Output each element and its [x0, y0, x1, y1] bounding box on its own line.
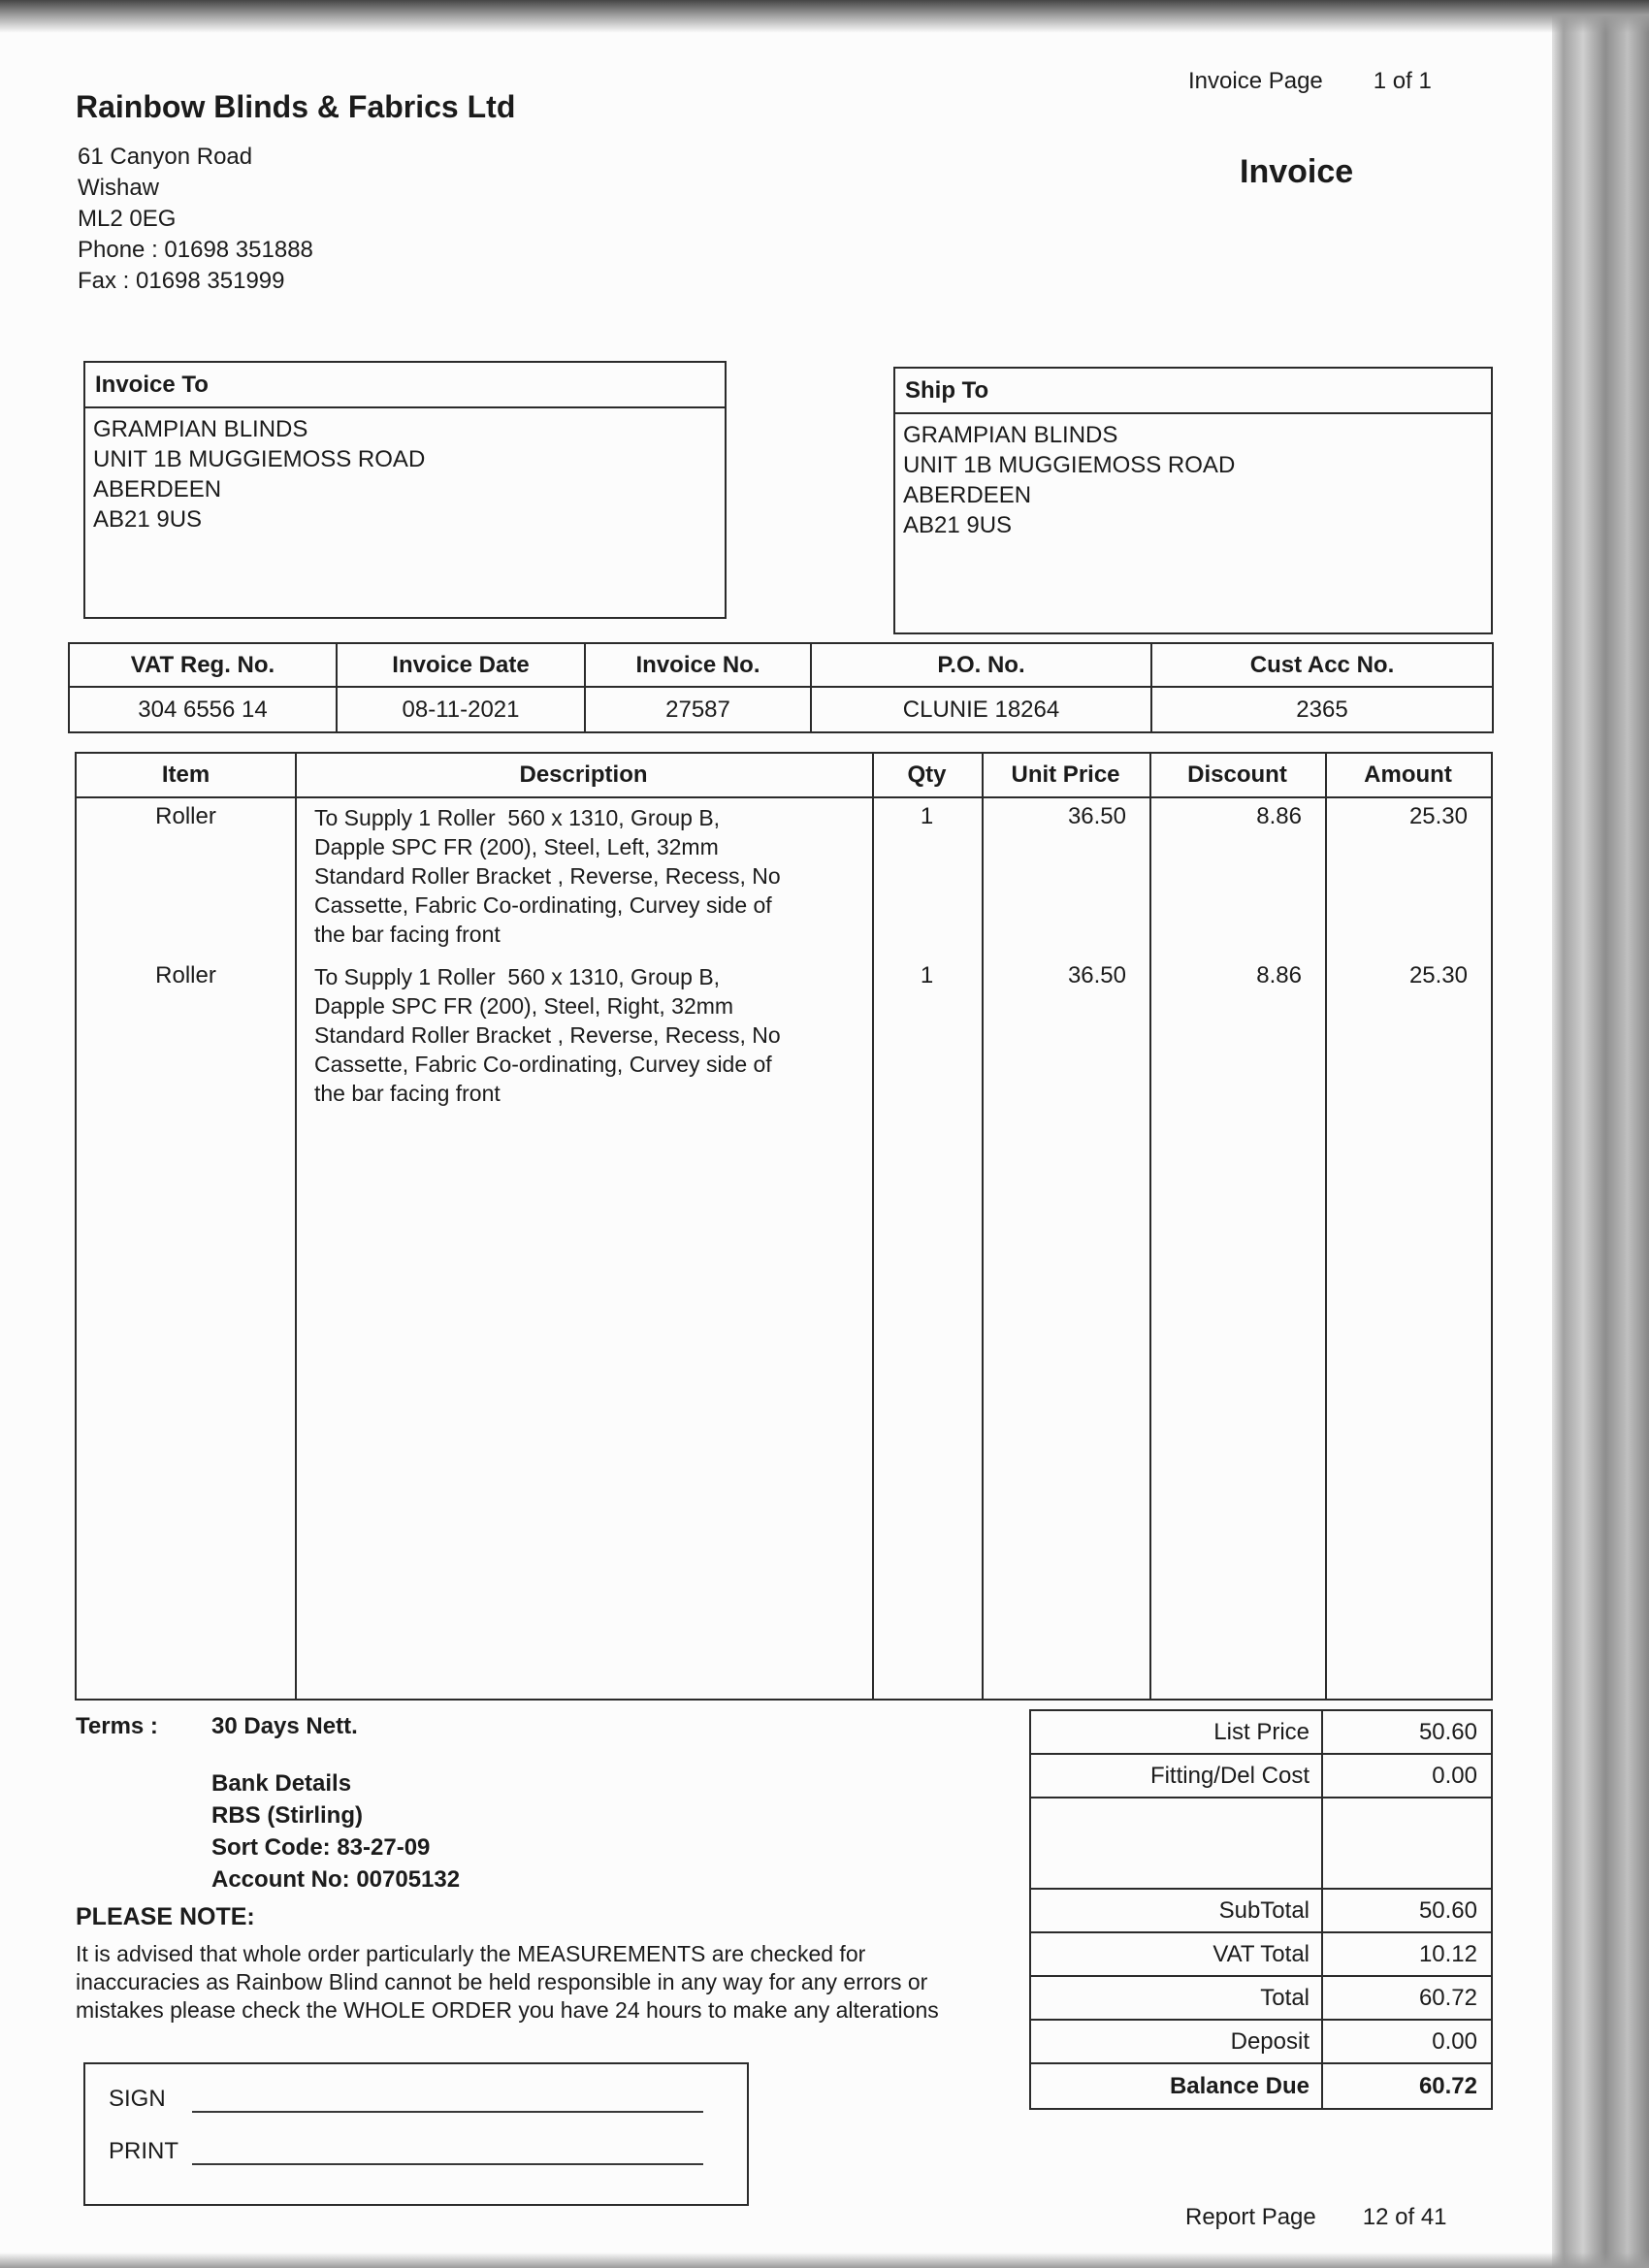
item-cell-unit-price: 36.50 [1067, 803, 1126, 829]
sign-label: SIGN [109, 2086, 166, 2112]
note-line: inaccuracies as Rainbow Blind cannot be held responsible in any way for any errors or [76, 1969, 928, 1994]
sign-line [192, 2111, 703, 2113]
company-phone: Phone : 01698 351888 [78, 237, 313, 263]
items-header-amount: Amount [1364, 761, 1452, 788]
fitting-del-cost-value: 0.00 [1432, 1762, 1477, 1789]
company-address [78, 142, 313, 297]
item-cell-qty: 1 [920, 803, 934, 829]
totals-divider [1321, 1711, 1323, 2108]
totals-row-total [1031, 1977, 1491, 2021]
total-value: 60.72 [1418, 1984, 1477, 2011]
invoice-to-box [83, 361, 727, 619]
meta-header-po-no: P.O. No. [812, 644, 1152, 688]
item-cell-description [295, 803, 872, 949]
total-label: Total [1260, 1984, 1310, 2011]
items-header-qty: Qty [907, 761, 947, 788]
description-line: Dapple SPC FR (200), Steel, Left, 32mm [314, 834, 719, 859]
description-line: Dapple SPC FR (200), Steel, Right, 32mm [314, 993, 734, 1019]
items-header-discount: Discount [1187, 761, 1287, 788]
item-cell-discount: 8.86 [1256, 962, 1302, 988]
invoice-page-value: 1 of 1 [1373, 68, 1432, 94]
description-line: the bar facing front [314, 1081, 501, 1106]
items-header-item: Item [161, 761, 210, 788]
subtotal-value: 50.60 [1418, 1896, 1477, 1924]
deposit-value: 0.00 [1432, 2027, 1477, 2055]
items-header-unit-price: Unit Price [1011, 761, 1120, 788]
description-line: To Supply 1 Roller 560 x 1310, Group B, [314, 964, 721, 989]
fitting-del-cost-label: Fitting/Del Cost [1149, 1762, 1310, 1789]
invoice-page-label: Invoice Page [1188, 68, 1323, 94]
report-page-label: Report Page [1185, 2204, 1316, 2230]
line-items-header [77, 754, 1491, 798]
line-items-table [75, 752, 1493, 1701]
ship-to-address [895, 414, 1491, 540]
table-row [77, 962, 1491, 1108]
description-line: To Supply 1 Roller 560 x 1310, Group B, [314, 805, 721, 830]
bank-details-heading: Bank Details [211, 1770, 352, 1797]
totals-row-subtotal [1031, 1890, 1491, 1933]
bank-sort-code: Sort Code: 83-27-09 [211, 1834, 431, 1861]
invoice-meta-table [68, 642, 1494, 733]
meta-value-cust-acc-no: 2365 [1296, 696, 1348, 723]
item-cell-discount: 8.86 [1256, 803, 1302, 829]
scanner-edge-bottom-shadow [0, 2252, 1649, 2268]
company-address-line: Wishaw [78, 175, 160, 201]
terms-value: 30 Days Nett. [211, 1713, 358, 1739]
company-address-line: 61 Canyon Road [78, 144, 253, 170]
totals-row-deposit [1031, 2021, 1491, 2064]
meta-value-po-no: CLUNIE 18264 [812, 688, 1152, 731]
please-note-heading: PLEASE NOTE: [76, 1903, 255, 1930]
invoice-title: Invoice [1240, 153, 1354, 190]
bank-details [211, 1767, 460, 1895]
bank-account-no: Account No: 00705132 [211, 1866, 461, 1893]
subtotal-label: SubTotal [1218, 1896, 1310, 1924]
report-page-indicator [1185, 2204, 1447, 2231]
description-line: the bar facing front [314, 922, 501, 947]
meta-value-invoice-no: 27587 [586, 688, 812, 731]
invoice-page-indicator [1188, 68, 1432, 95]
item-cell-description [295, 962, 872, 1108]
scanner-edge-right-shadow [1552, 0, 1649, 2268]
item-cell-amount: 25.30 [1408, 962, 1468, 988]
sign-row [109, 2078, 747, 2113]
print-row [109, 2130, 747, 2165]
print-label: PRINT [109, 2138, 178, 2164]
ship-to-line: GRAMPIAN BLINDS [903, 422, 1118, 448]
meta-header-invoice-date: Invoice Date [338, 644, 586, 688]
item-cell-item: Roller [155, 803, 216, 829]
vat-total-value: 10.12 [1418, 1940, 1477, 1967]
ship-to-label: Ship To [895, 369, 1491, 414]
signature-box [83, 2062, 749, 2206]
invoice-to-label: Invoice To [85, 363, 725, 408]
totals-row-list-price [1031, 1711, 1491, 1755]
terms-label: Terms : [76, 1713, 158, 1739]
invoice-to-line: GRAMPIAN BLINDS [93, 416, 308, 442]
report-page-value: 12 of 41 [1362, 2204, 1447, 2230]
company-fax: Fax : 01698 351999 [78, 268, 285, 294]
totals-row-vat-total [1031, 1933, 1491, 1977]
meta-header-cust-acc-no: Cust Acc No. [1152, 644, 1492, 688]
invoice-to-line: AB21 9US [93, 506, 203, 533]
invoice-to-line: ABERDEEN [93, 476, 222, 502]
description-line: Standard Roller Bracket , Reverse, Recess, No [314, 1022, 781, 1048]
please-note-body [76, 1940, 939, 2025]
note-line: mistakes please check the WHOLE ORDER you have 24 hours to make any alterations [76, 1997, 939, 2023]
totals-row-fitting-del-cost [1031, 1755, 1491, 1798]
print-line [192, 2163, 703, 2165]
description-line: Cassette, Fabric Co-ordinating, Curvey side of [314, 1052, 772, 1077]
ship-to-line: UNIT 1B MUGGIEMOSS ROAD [903, 452, 1236, 478]
ship-to-line: AB21 9US [903, 512, 1013, 538]
meta-header-vat-reg-no: VAT Reg. No. [70, 644, 338, 688]
invoice-to-line: UNIT 1B MUGGIEMOSS ROAD [93, 446, 426, 472]
item-cell-amount: 25.30 [1408, 803, 1468, 829]
balance-due-value: 60.72 [1418, 2072, 1477, 2099]
table-row [77, 803, 1491, 949]
scanner-edge-top-shadow [0, 0, 1649, 33]
meta-header-invoice-no: Invoice No. [586, 644, 812, 688]
list-price-label: List Price [1213, 1718, 1310, 1745]
ship-to-line: ABERDEEN [903, 482, 1032, 508]
description-line: Standard Roller Bracket , Reverse, Recess, No [314, 863, 781, 889]
totals-spacer [1031, 1798, 1491, 1890]
note-line: It is advised that whole order particularly the MEASUREMENTS are checked for [76, 1941, 866, 1966]
list-price-value: 50.60 [1418, 1718, 1477, 1745]
item-cell-unit-price: 36.50 [1067, 962, 1126, 988]
items-header-description: Description [519, 761, 648, 788]
description-line: Cassette, Fabric Co-ordinating, Curvey side of [314, 892, 772, 918]
item-cell-qty: 1 [920, 962, 934, 988]
totals-box [1029, 1709, 1493, 2110]
meta-value-invoice-date: 08-11-2021 [338, 688, 586, 731]
ship-to-box [893, 367, 1493, 634]
totals-row-balance-due [1031, 2064, 1491, 2108]
meta-value-vat-reg-no: 304 6556 14 [70, 688, 338, 731]
item-cell-item: Roller [155, 962, 216, 988]
line-items-body [77, 800, 1491, 1121]
invoice-to-address [85, 408, 725, 535]
company-name: Rainbow Blinds & Fabrics Ltd [76, 89, 516, 124]
vat-total-label: VAT Total [1212, 1940, 1310, 1967]
deposit-label: Deposit [1230, 2027, 1310, 2055]
company-address-line: ML2 0EG [78, 206, 177, 232]
bank-name: RBS (Stirling) [211, 1802, 363, 1829]
balance-due-label: Balance Due [1169, 2072, 1310, 2099]
